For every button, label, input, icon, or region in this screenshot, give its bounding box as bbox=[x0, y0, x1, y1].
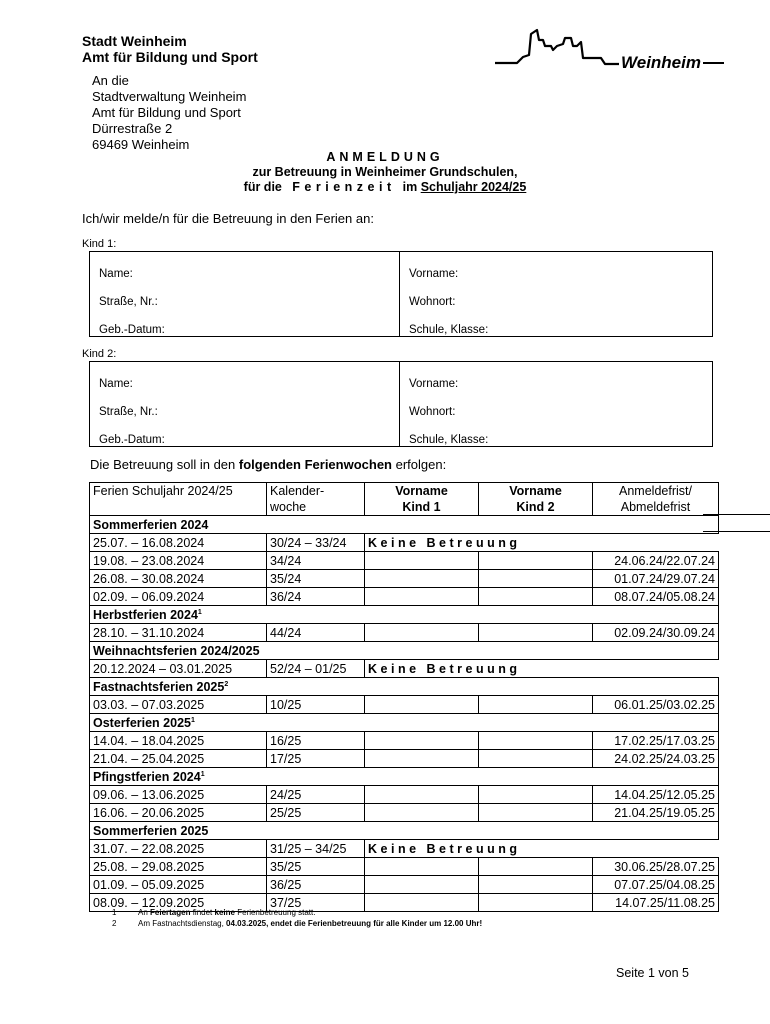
cell-frist: 30.06.25/28.07.25 bbox=[593, 858, 719, 876]
kind2-table bbox=[89, 361, 713, 447]
cell-kw: 36/25 bbox=[267, 876, 365, 894]
cell-date: 21.04. – 25.04.2025 bbox=[90, 750, 267, 768]
table-row bbox=[90, 552, 719, 570]
cell-kind2-input[interactable] bbox=[479, 552, 593, 570]
title-line-1: ANMELDUNG bbox=[326, 150, 444, 164]
section-title bbox=[90, 822, 719, 840]
cell-kind2-input[interactable] bbox=[479, 696, 593, 714]
cell-kw: 10/25 bbox=[267, 696, 365, 714]
table-header-row bbox=[90, 483, 719, 516]
kind1-geb-field[interactable]: Geb.-Datum: bbox=[90, 308, 400, 337]
svg-text:Weinheim: Weinheim bbox=[621, 53, 701, 72]
cell-date: 08.09. – 12.09.2025 bbox=[90, 894, 267, 912]
cell-frist: 24.06.24/22.07.24 bbox=[593, 552, 719, 570]
table-row bbox=[90, 750, 719, 768]
cell-kw: 31/25 – 34/25 bbox=[267, 840, 365, 858]
title-schuljahr: Schuljahr 2024/25 bbox=[420, 180, 527, 194]
kind2-strasse-field[interactable]: Straße, Nr.: bbox=[90, 390, 400, 418]
weinheim-logo bbox=[493, 26, 725, 74]
address-line: 69469 Weinheim bbox=[92, 137, 190, 152]
cell-frist: 07.07.25/04.08.25 bbox=[593, 876, 719, 894]
section-title bbox=[90, 606, 719, 624]
header-frist bbox=[593, 483, 719, 516]
section-title bbox=[90, 768, 719, 786]
section-title-text: Herbstferien 2024 bbox=[93, 607, 198, 622]
section-title-text: Weihnachtsferien 2024/2025 bbox=[93, 643, 260, 658]
kind1-schule-field[interactable]: Schule, Klasse: bbox=[400, 308, 713, 337]
cell-frist: 08.07.24/05.08.24 bbox=[593, 588, 719, 606]
cell-kw: 34/24 bbox=[267, 552, 365, 570]
footnote-bold: keine bbox=[214, 908, 235, 917]
section-title-text: Fastnachtsferien 2025 bbox=[93, 679, 225, 694]
footnote-text: Ferienbetreuung statt. bbox=[234, 908, 316, 917]
footnote-bold: Feiertagen bbox=[150, 908, 191, 917]
cell-date: 31.07. – 22.08.2025 bbox=[90, 840, 267, 858]
cell-kind2-input[interactable] bbox=[479, 858, 593, 876]
cell-kind2-input[interactable] bbox=[479, 732, 593, 750]
cell-date: 03.03. – 07.03.2025 bbox=[90, 696, 267, 714]
table-row bbox=[90, 534, 719, 552]
cell-kind2-input[interactable] bbox=[479, 588, 593, 606]
cell-kind1-input[interactable] bbox=[365, 570, 479, 588]
cell-kind2-input[interactable] bbox=[479, 786, 593, 804]
header-k2-line1: Vorname bbox=[509, 484, 562, 498]
header-k1-line2: Kind 1 bbox=[402, 500, 441, 514]
kind2-schule-field[interactable]: Schule, Klasse: bbox=[400, 418, 713, 447]
cell-frist: 17.02.25/17.03.25 bbox=[593, 732, 719, 750]
betreuung-pre: Die Betreuung soll in den bbox=[90, 457, 239, 472]
section-title-text: Sommerferien 2024 bbox=[93, 517, 209, 532]
section-row bbox=[90, 714, 719, 732]
address-line: Amt für Bildung und Sport bbox=[92, 105, 241, 120]
cell-kw: 25/25 bbox=[267, 804, 365, 822]
cell-keine-betreuung: Keine Betreuung bbox=[365, 534, 719, 552]
cell-kind1-input[interactable] bbox=[365, 894, 479, 912]
header-kw-line2: woche bbox=[270, 500, 307, 514]
authority-header bbox=[82, 33, 258, 65]
cell-kind1-input[interactable] bbox=[365, 552, 479, 570]
cell-kw: 30/24 – 33/24 bbox=[267, 534, 365, 552]
title-ferienzeit: Ferienzeit bbox=[292, 180, 396, 194]
table-row bbox=[90, 732, 719, 750]
table-row bbox=[90, 876, 719, 894]
cell-date: 20.12.2024 – 03.01.2025 bbox=[90, 660, 267, 678]
cell-kind2-input[interactable] bbox=[479, 624, 593, 642]
cell-date: 25.07. – 16.08.2024 bbox=[90, 534, 267, 552]
cell-frist: 14.04.25/12.05.25 bbox=[593, 786, 719, 804]
header-frist-line2: Abmeldefrist bbox=[620, 500, 691, 514]
cell-kind1-input[interactable] bbox=[365, 804, 479, 822]
header-kind1 bbox=[365, 483, 479, 516]
cell-kind2-input[interactable] bbox=[479, 804, 593, 822]
section-title bbox=[90, 714, 719, 732]
cell-kw: 37/25 bbox=[267, 894, 365, 912]
table-row bbox=[90, 660, 719, 678]
table-row bbox=[90, 696, 719, 714]
betreuung-text bbox=[90, 457, 446, 472]
header-ferien: Ferien Schuljahr 2024/25 bbox=[90, 483, 267, 516]
section-row bbox=[90, 768, 719, 786]
section-title-text: Sommerferien 2025 bbox=[93, 823, 209, 838]
cell-keine-betreuung: Keine Betreuung bbox=[365, 840, 719, 858]
header-k1-line1: Vorname bbox=[395, 484, 448, 498]
section-title bbox=[90, 642, 719, 660]
header-kalenderwoche bbox=[267, 483, 365, 516]
cell-kw: 35/25 bbox=[267, 858, 365, 876]
section-row bbox=[90, 822, 719, 840]
section-row bbox=[90, 642, 719, 660]
section-title bbox=[90, 678, 719, 696]
footnote-ref: 1 bbox=[200, 770, 205, 778]
kind1-wohnort-field[interactable]: Wohnort: bbox=[400, 280, 713, 308]
address-line: Dürrestraße 2 bbox=[92, 121, 173, 136]
cell-frist: 02.09.24/30.09.24 bbox=[593, 624, 719, 642]
footnote-number: 2 bbox=[112, 919, 117, 928]
address-line: An die bbox=[92, 73, 129, 88]
cell-kind2-input[interactable] bbox=[479, 894, 593, 912]
cell-kw: 44/24 bbox=[267, 624, 365, 642]
footnote-text: findet bbox=[190, 908, 215, 917]
kind2-label: Kind 2: bbox=[82, 348, 117, 360]
cell-date: 16.06. – 20.06.2025 bbox=[90, 804, 267, 822]
section-row bbox=[90, 516, 719, 534]
table-row bbox=[90, 570, 719, 588]
cell-date: 28.10. – 31.10.2024 bbox=[90, 624, 267, 642]
cell-kind1-input[interactable] bbox=[365, 876, 479, 894]
cell-kind1-input[interactable] bbox=[365, 786, 479, 804]
kind2-geb-field[interactable]: Geb.-Datum: bbox=[90, 418, 400, 447]
cell-kind2-input[interactable] bbox=[479, 876, 593, 894]
footnote-bold: 04.03.2025, endet die Ferienbetreuung für alle Kinder um 12.00 Uhr! bbox=[226, 919, 483, 928]
table-row bbox=[90, 624, 719, 642]
title-line-3 bbox=[0, 180, 770, 195]
kind1-vorname-field[interactable]: Vorname: bbox=[400, 252, 713, 281]
kind1-name-field[interactable]: Name: bbox=[90, 252, 400, 281]
table-row bbox=[90, 786, 719, 804]
authority-name: Stadt Weinheim bbox=[82, 33, 187, 49]
cell-frist: 21.04.25/19.05.25 bbox=[593, 804, 719, 822]
cell-kind1-input[interactable] bbox=[365, 624, 479, 642]
footnote-1 bbox=[112, 908, 315, 917]
cell-keine-betreuung: Keine Betreuung bbox=[365, 660, 719, 678]
cell-kind1-input[interactable] bbox=[365, 696, 479, 714]
recipient-address bbox=[92, 73, 246, 153]
cell-kind1-input[interactable] bbox=[365, 858, 479, 876]
cell-date: 14.04. – 18.04.2025 bbox=[90, 732, 267, 750]
footnote-ref: 1 bbox=[197, 608, 202, 616]
cell-frist: 06.01.25/03.02.25 bbox=[593, 696, 719, 714]
header-frist-line1: Anmeldefrist/ bbox=[619, 484, 692, 498]
cell-frist: 01.07.24/29.07.24 bbox=[593, 570, 719, 588]
cell-kw: 16/25 bbox=[267, 732, 365, 750]
kind1-table bbox=[89, 251, 713, 337]
cell-date: 01.09. – 05.09.2025 bbox=[90, 876, 267, 894]
table-row bbox=[90, 804, 719, 822]
table-row bbox=[90, 840, 719, 858]
cell-kw: 17/25 bbox=[267, 750, 365, 768]
cell-frist: 24.02.25/24.03.25 bbox=[593, 750, 719, 768]
footnote-text: Am Fastnachtsdienstag, bbox=[138, 919, 227, 928]
section-title bbox=[90, 516, 719, 534]
form-title bbox=[0, 150, 770, 195]
footnote-ref: 2 bbox=[224, 680, 229, 688]
cell-date: 26.08. – 30.08.2024 bbox=[90, 570, 267, 588]
cell-kw: 35/24 bbox=[267, 570, 365, 588]
kind2-vorname-field[interactable]: Vorname: bbox=[400, 362, 713, 391]
table-row bbox=[90, 858, 719, 876]
header-k2-line2: Kind 2 bbox=[516, 500, 555, 514]
footnote-2 bbox=[112, 919, 482, 928]
footnote-ref: 1 bbox=[190, 716, 195, 724]
cell-date: 19.08. – 23.08.2024 bbox=[90, 552, 267, 570]
department-name: Amt für Bildung und Sport bbox=[82, 49, 258, 65]
table-row bbox=[90, 588, 719, 606]
section-row bbox=[90, 606, 719, 624]
cell-kw: 24/25 bbox=[267, 786, 365, 804]
cell-kind2-input[interactable] bbox=[479, 750, 593, 768]
cell-date: 25.08. – 29.08.2025 bbox=[90, 858, 267, 876]
cell-kind1-input[interactable] bbox=[365, 750, 479, 768]
cell-kind1-input[interactable] bbox=[365, 588, 479, 606]
kind1-label: Kind 1: bbox=[82, 238, 117, 250]
cell-kind2-input[interactable] bbox=[479, 570, 593, 588]
section-row bbox=[90, 678, 719, 696]
kind1-strasse-field[interactable]: Straße, Nr.: bbox=[90, 280, 400, 308]
section-title-text: Osterferien 2025 bbox=[93, 715, 191, 730]
ferien-table bbox=[89, 482, 719, 912]
cell-kw: 36/24 bbox=[267, 588, 365, 606]
header-kw-line1: Kalender- bbox=[270, 484, 325, 498]
cell-kind1-input[interactable] bbox=[365, 732, 479, 750]
kind2-name-field[interactable]: Name: bbox=[90, 362, 400, 391]
cell-frist: 14.07.25/11.08.25 bbox=[593, 894, 719, 912]
title-line-2: zur Betreuung in Weinheimer Grundschulen, bbox=[252, 165, 518, 179]
page-number: Seite 1 von 5 bbox=[616, 966, 689, 980]
cell-kw: 52/24 – 01/25 bbox=[267, 660, 365, 678]
title-im: im bbox=[402, 180, 418, 194]
betreuung-post: erfolgen: bbox=[392, 457, 447, 472]
section-title-text: Pfingstferien 2024 bbox=[93, 769, 201, 784]
address-line: Stadtverwaltung Weinheim bbox=[92, 89, 247, 104]
header-kind2 bbox=[479, 483, 593, 516]
footnote-number: 1 bbox=[112, 908, 117, 917]
title-for: für die bbox=[243, 180, 282, 194]
kind2-wohnort-field[interactable]: Wohnort: bbox=[400, 390, 713, 418]
footnote-text: An bbox=[138, 908, 151, 917]
intro-text: Ich/wir melde/n für die Betreuung in den Ferien an: bbox=[82, 211, 374, 226]
cell-date: 02.09. – 06.09.2024 bbox=[90, 588, 267, 606]
cell-date: 09.06. – 13.06.2025 bbox=[90, 786, 267, 804]
betreuung-bold: folgenden Ferienwochen bbox=[238, 457, 392, 472]
